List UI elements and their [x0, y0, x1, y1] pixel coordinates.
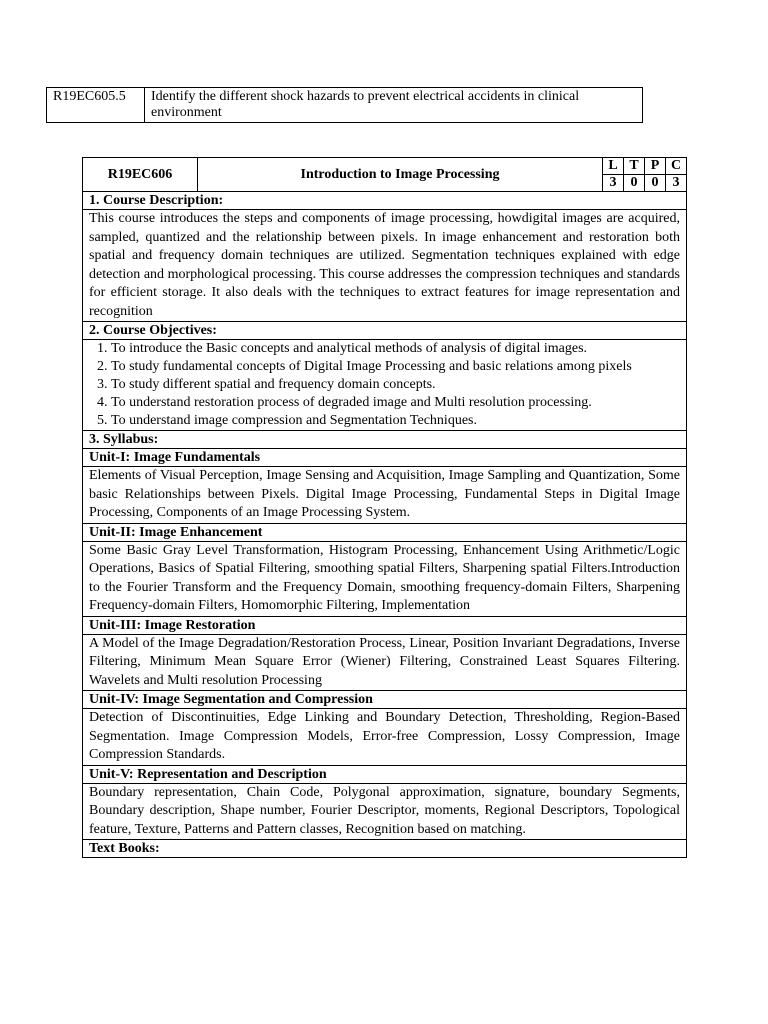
unit-5-content: Boundary representation, Chain Code, Polygonal approximation, signature, boundary Segments, Boundary description, Shape number, Fourier Descriptor, moments, Regional Descriptors, Topological feature, Texture, Patterns and Pattern classes, Recognition based on matching.	[83, 783, 687, 840]
ltpc-header-p: P	[645, 158, 666, 175]
course-description-heading: 1. Course Description:	[83, 192, 687, 210]
ltpc-header-t: T	[624, 158, 645, 175]
ltpc-header-l: L	[603, 158, 624, 175]
unit-1-title: Unit-I: Image Fundamentals	[83, 449, 687, 467]
course-code: R19EC606	[83, 158, 198, 192]
previous-outcome-text: Identify the different shock hazards to prevent electrical accidents in clinical environment	[145, 88, 643, 123]
course-objectives-cell	[83, 340, 687, 431]
ltpc-value-l: 3	[603, 175, 624, 192]
objective-item: 4. To understand restoration process of degraded image and Multi resolution processing.	[111, 394, 680, 412]
previous-outcome-table	[46, 87, 643, 123]
unit-3-title: Unit-III: Image Restoration	[83, 616, 687, 634]
objective-item: 3. To study different spatial and frequency domain concepts.	[111, 376, 680, 394]
ltpc-value-c: 3	[666, 175, 687, 192]
syllabus-heading: 3. Syllabus:	[83, 431, 687, 449]
course-header-row	[83, 158, 687, 175]
unit-4-content: Detection of Discontinuities, Edge Linking and Boundary Detection, Thresholding, Region-Based Segmentation. Image Compression Models, Error-free Compression, Lossy Compression, Image Compression Standards.	[83, 709, 687, 766]
course-objectives-list	[89, 340, 680, 430]
unit-4-title: Unit-IV: Image Segmentation and Compression	[83, 691, 687, 709]
course-table	[82, 157, 687, 858]
text-books-heading: Text Books:	[83, 840, 687, 858]
objective-item: 1. To introduce the Basic concepts and analytical methods of analysis of digital images.	[111, 340, 680, 358]
previous-outcome-code: R19EC605.5	[47, 88, 145, 123]
objective-item: 5. To understand image compression and Segmentation Techniques.	[111, 412, 680, 430]
course-title: Introduction to Image Processing	[198, 158, 603, 192]
previous-outcome-row	[47, 88, 643, 123]
unit-5-title: Unit-V: Representation and Description	[83, 765, 687, 783]
objective-item: 2. To study fundamental concepts of Digital Image Processing and basic relations among pixels	[111, 358, 680, 376]
ltpc-value-t: 0	[624, 175, 645, 192]
ltpc-header-c: C	[666, 158, 687, 175]
unit-3-content: A Model of the Image Degradation/Restoration Process, Linear, Position Invariant Degradations, Inverse Filtering, Minimum Mean Square Error (Wiener) Filtering, Constrained Least Squares Filtering. Wavelets and Multi resolution Processing	[83, 634, 687, 691]
unit-2-title: Unit-II: Image Enhancement	[83, 523, 687, 541]
ltpc-value-p: 0	[645, 175, 666, 192]
course-objectives-heading: 2. Course Objectives:	[83, 322, 687, 340]
course-description-text: This course introduces the steps and components of image processing, howdigital images are acquired, sampled, quantized and the relationship between pixels. In image enhancement and restoration both spatial and frequency domain techniques are utilized. Segmentation techniques explained with edge detection and morphological processing. This course addresses the compression techniques and standards for efficient storage. It also deals with the techniques to extract features for image representation and recognition	[83, 210, 687, 322]
unit-1-content: Elements of Visual Perception, Image Sensing and Acquisition, Image Sampling and Quantization, Some basic Relationships between Pixels. Digital Image Processing, Fundamental Steps in Digital Image Processing, Components of an Image Processing System.	[83, 467, 687, 524]
unit-2-content: Some Basic Gray Level Transformation, Histogram Processing, Enhancement Using Arithmetic/Logic Operations, Basics of Spatial Filtering, smoothing spatial Filters, Sharpening spatial Filters.Introduction to the Fourier Transform and the Frequency Domain, smoothing frequency-domain Filters, Sharpening Frequency-domain Filters, Homomorphic Filtering, Implementation	[83, 541, 687, 616]
